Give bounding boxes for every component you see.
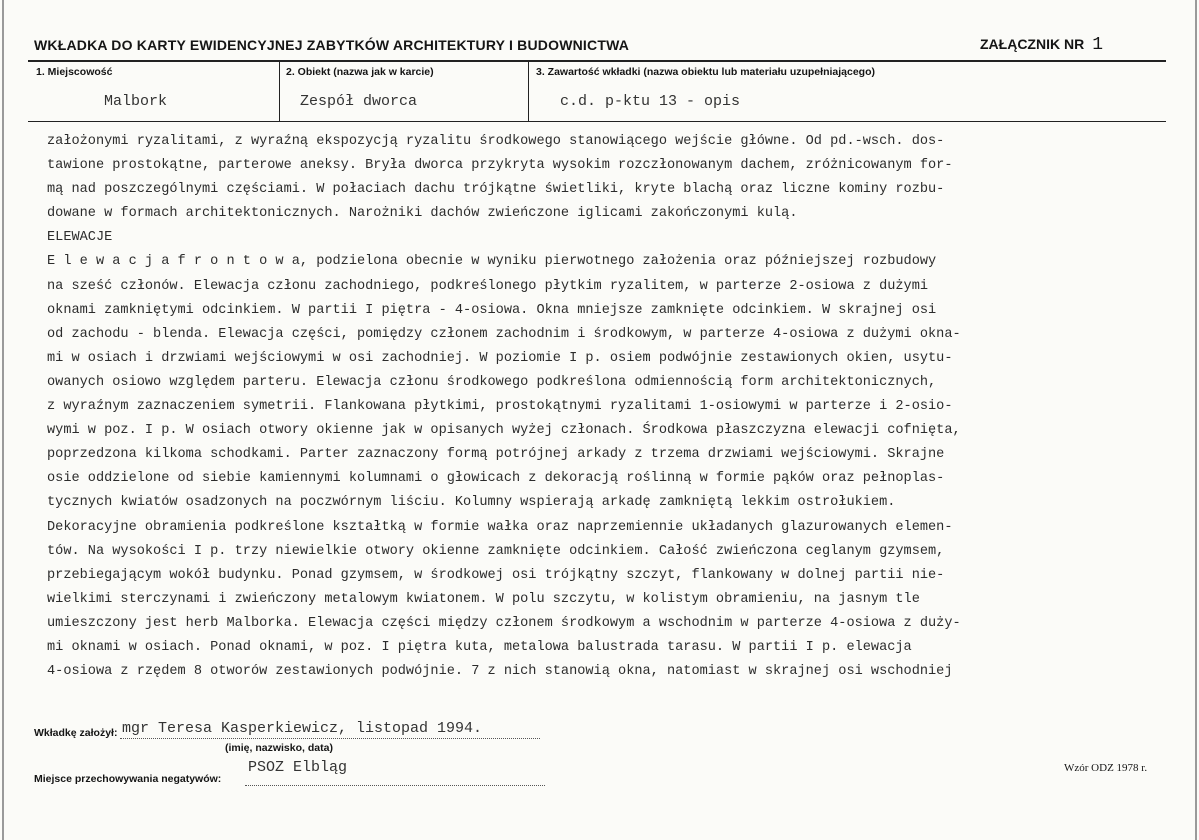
body-line: osie oddzielone od siebie kamiennymi kolumnami o głowicach z dekoracją roślinną w formie pąków oraz pełnoplas-	[47, 471, 945, 487]
field-label-locality: 1. Miejscowość	[36, 66, 113, 78]
body-line: mi oknami w osiach. Ponad oknami, w poz. I piętra kuta, metalowa balustrada tarasu. W partii I p. elewacja	[47, 639, 912, 655]
field-label-object: 2. Obiekt (nazwa jak w karcie)	[286, 66, 434, 78]
body-line: poprzedzona kilkoma schodkami. Parter zaznaczony formą potrójnej arkady z trzema drzwiami wejściowymi. Skrajne	[47, 447, 945, 463]
body-line: umieszczony jest herb Malborka. Elewacja części między członem środkowym a wschodnim w parterze 4-osiowa z duży-	[47, 615, 961, 631]
author-label: Wkładkę założył:	[34, 727, 118, 739]
storage-dotted-line	[245, 785, 545, 786]
body-line: 4-osiowa z rzędem 8 otworów zestawionych podwójnie. 7 z nich stanowią okna, natomiast w skrajnej osi wschodniej	[47, 664, 953, 680]
author-hint: (imię, nazwisko, data)	[225, 742, 333, 754]
body-line: od zachodu - blenda. Elewacja części, pomiędzy członem zachodnim i środkowym, w parterze 4-osiowa z dużymi okna-	[47, 326, 961, 342]
description-body	[47, 130, 1175, 684]
body-line: na sześć członów. Elewacja członu zachodniego, podkreślonego płytkim ryzalitem, w parterze 2-osiowa z dużymi	[47, 278, 929, 294]
body-line: oknami zamkniętymi odcinkiem. W partii I piętra - 4-osiowa. Okna mniejsze zamknięte odcinkiem. W skrajnej osi	[47, 302, 937, 318]
body-line: dowane w formach architektonicznych. Narożniki dachów zwieńczone iglicami zakończonymi kulą.	[47, 206, 798, 222]
body-line: z wyraźnym zaznaczeniem symetrii. Flankowana płytkimi, prostokątnymi ryzalitami 1-osiowymi w parterze i 2-osio-	[47, 399, 953, 415]
body-line: tawione prostokątne, parterowe aneksy. Bryła dworca przykryta wysokim rozczłonowanym dachem, zróżnicowanym for-	[47, 158, 953, 174]
body-line: założonymi ryzalitami, z wyraźną ekspozycją ryzalitu środkowego stanowiącego wejście główne. Od pd.-wsch. dos-	[47, 134, 945, 149]
annex-label: ZAŁĄCZNIK NR	[980, 36, 1085, 52]
field-label-content: 3. Zawartość wkładki (nazwa obiektu lub materiału uzupełniającego)	[536, 66, 875, 78]
form-code: Wzór ODZ 1978 r.	[1064, 762, 1148, 774]
header-divider-2	[528, 61, 529, 122]
field-value-content: c.d. p-ktu 13 - opis	[560, 93, 741, 110]
annex-number: 1	[1092, 35, 1104, 55]
right-edge	[1195, 0, 1197, 840]
left-edge	[2, 0, 4, 840]
storage-label: Miejsce przechowywania negatywów:	[34, 773, 222, 785]
header-bottom-rule	[28, 121, 1166, 122]
body-line: owanych osiowo względem parteru. Elewacja członu środkowego podkreślona odmiennością form architektonicznych,	[47, 374, 937, 390]
field-value-locality: Malbork	[104, 93, 168, 110]
body-line: wielkimi sterczynami i zwieńczony metalowym kwiatonem. W polu szczytu, w kolistym obramieniu, na jasnym tle	[47, 591, 920, 607]
author-value: mgr Teresa Kasperkiewicz, listopad 1994.	[122, 720, 483, 737]
form-title: WKŁADKA DO KARTY EWIDENCYJNEJ ZABYTKÓW ARCHITEKTURY I BUDOWNICTWA	[34, 37, 630, 53]
header-top-rule	[28, 60, 1166, 62]
header-divider-1	[279, 61, 280, 122]
section-heading-elevations: ELEWACJE	[47, 230, 113, 246]
body-line: wymi w poz. I p. W osiach otwory okienne jak w opisanych wyżej członach. Środkowa płaszczyzna elewacji cofnięta,	[47, 423, 961, 439]
body-line: mą nad poszczególnymi częściami. W połaciach dachu trójkątne świetliki, kryte blachą oraz liczne kominy rozbu-	[47, 182, 945, 198]
body-line: tów. Na wysokości I p. trzy niewielkie otwory okienne zamknięte odcinkiem. Całość zwieńczona ceglanym gzymsem,	[47, 543, 945, 559]
body-line: przebiegającym wokół budynku. Ponad gzymsem, w środkowej osi trójkątny szczyt, flankowany w dolnej partii nie-	[47, 567, 945, 583]
storage-value: PSOZ Elbląg	[248, 759, 348, 776]
author-dotted-line	[120, 738, 540, 739]
annex-label-group	[980, 35, 1103, 55]
body-line: tycznych kwiatów osadzonych na poczwórnym liściu. Kolumny wspierają arkadę zamkniętą lekkim ostrołukiem.	[47, 495, 896, 511]
field-value-object: Zespół dworca	[300, 93, 418, 110]
body-line: Dekoracyjne obramienia podkreślone kształtką w formie wałka oraz naprzemiennie układanych glazurowanych elemen-	[47, 519, 953, 535]
body-line: E l e w a c j a f r o n t o w a, podzielona obecnie w wyniku pierwotnego założenia oraz późniejszej rozbudowy	[47, 254, 937, 270]
body-line: mi w osiach i drzwiami wejściowymi w osi zachodniej. W poziomie I p. osiem podwójnie zestawionych okien, usytu-	[47, 350, 953, 366]
